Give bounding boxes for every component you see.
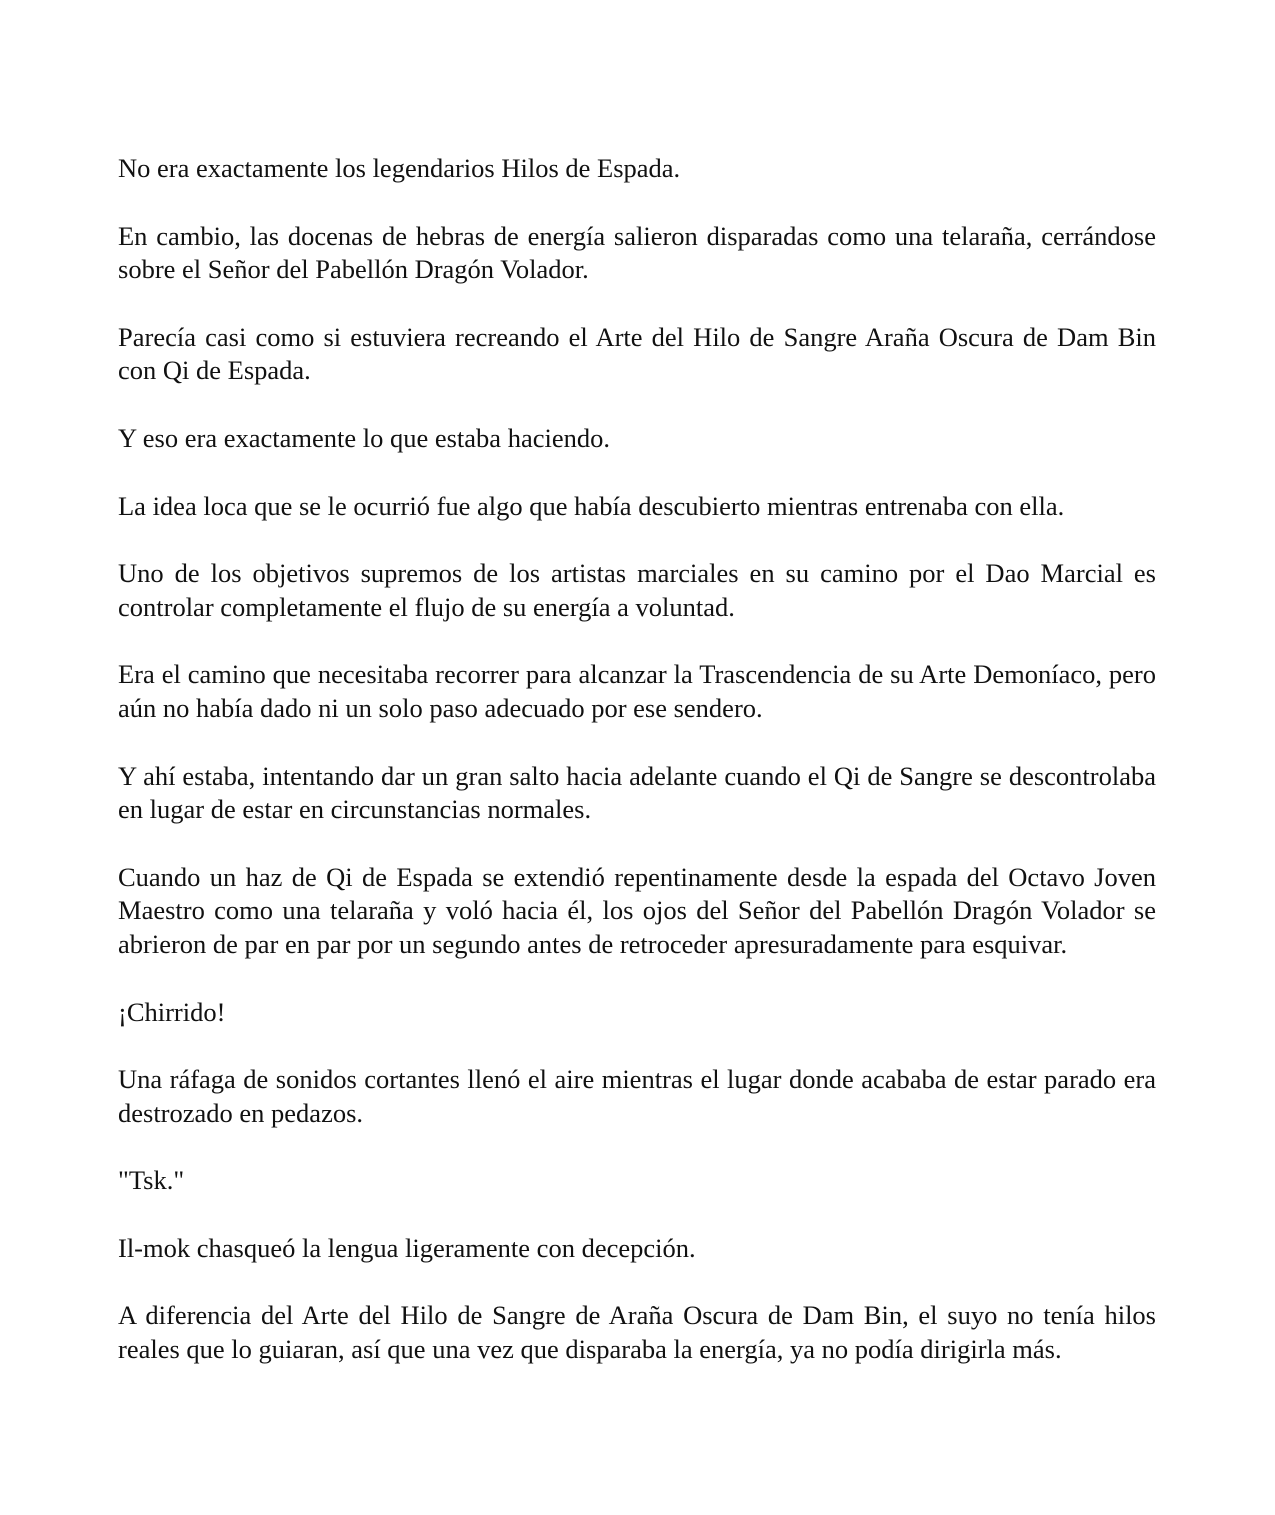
paragraph: La idea loca que se le ocurrió fue algo que había descubierto mientras entrenaba con ella. [118, 490, 1065, 521]
paragraph: Parecía casi como si estuviera recreando el Arte del Hilo de Sangre Araña Oscura de Dam Bin con Qi de Espada. [118, 321, 1156, 386]
paragraph: Y ahí estaba, intentando dar un gran salto hacia adelante cuando el Qi de Sangre se descontrolaba en lugar de estar en circunstancias normales. [118, 760, 1156, 825]
paragraph: Uno de los objetivos supremos de los artistas marciales en su camino por el Dao Marcial es controlar completamente el flujo de su energía a voluntad. [118, 558, 1156, 622]
paragraph: Cuando un haz de Qi de Espada se extendió repentinamente desde la espada del Octavo Joven Maestro como una telaraña y voló hacia él, los ojos del Señor del Pabellón Dragón Volador se abrieron de par en par por un segundo antes de retroceder apresuradamente para esquivar. [118, 861, 1156, 959]
paragraph: No era exactamente los legendarios Hilos de Espada. [118, 153, 681, 183]
document-body [118, 152, 1156, 1401]
paragraph: Il-mok chasqueó la lengua ligeramente con decepción. [118, 1232, 696, 1263]
paragraph: A diferencia del Arte del Hilo de Sangre de Araña Oscura de Dam Bin, el suyo no tenía hilos reales que lo guiaran, así que una vez que disparaba la energía, ya no podía dirigirla más. [118, 1300, 1156, 1365]
paragraph: Y eso era exactamente lo que estaba haciendo. [118, 422, 610, 453]
paragraph: ¡Chirrido! [118, 996, 226, 1027]
paragraph: "Tsk." [118, 1165, 185, 1196]
paragraph: Una ráfaga de sonidos cortantes llenó el aire mientras el lugar donde acababa de estar parado era destrozado en pedazos. [118, 1064, 1156, 1128]
paragraph: Era el camino que necesitaba recorrer para alcanzar la Trascendencia de su Arte Demoníaco, pero aún no había dado ni un solo paso adecuado por ese sendero. [118, 659, 1156, 723]
paragraph: En cambio, las docenas de hebras de energía salieron disparadas como una telaraña, cerrándose sobre el Señor del Pabellón Dragón Volador. [118, 220, 1156, 285]
